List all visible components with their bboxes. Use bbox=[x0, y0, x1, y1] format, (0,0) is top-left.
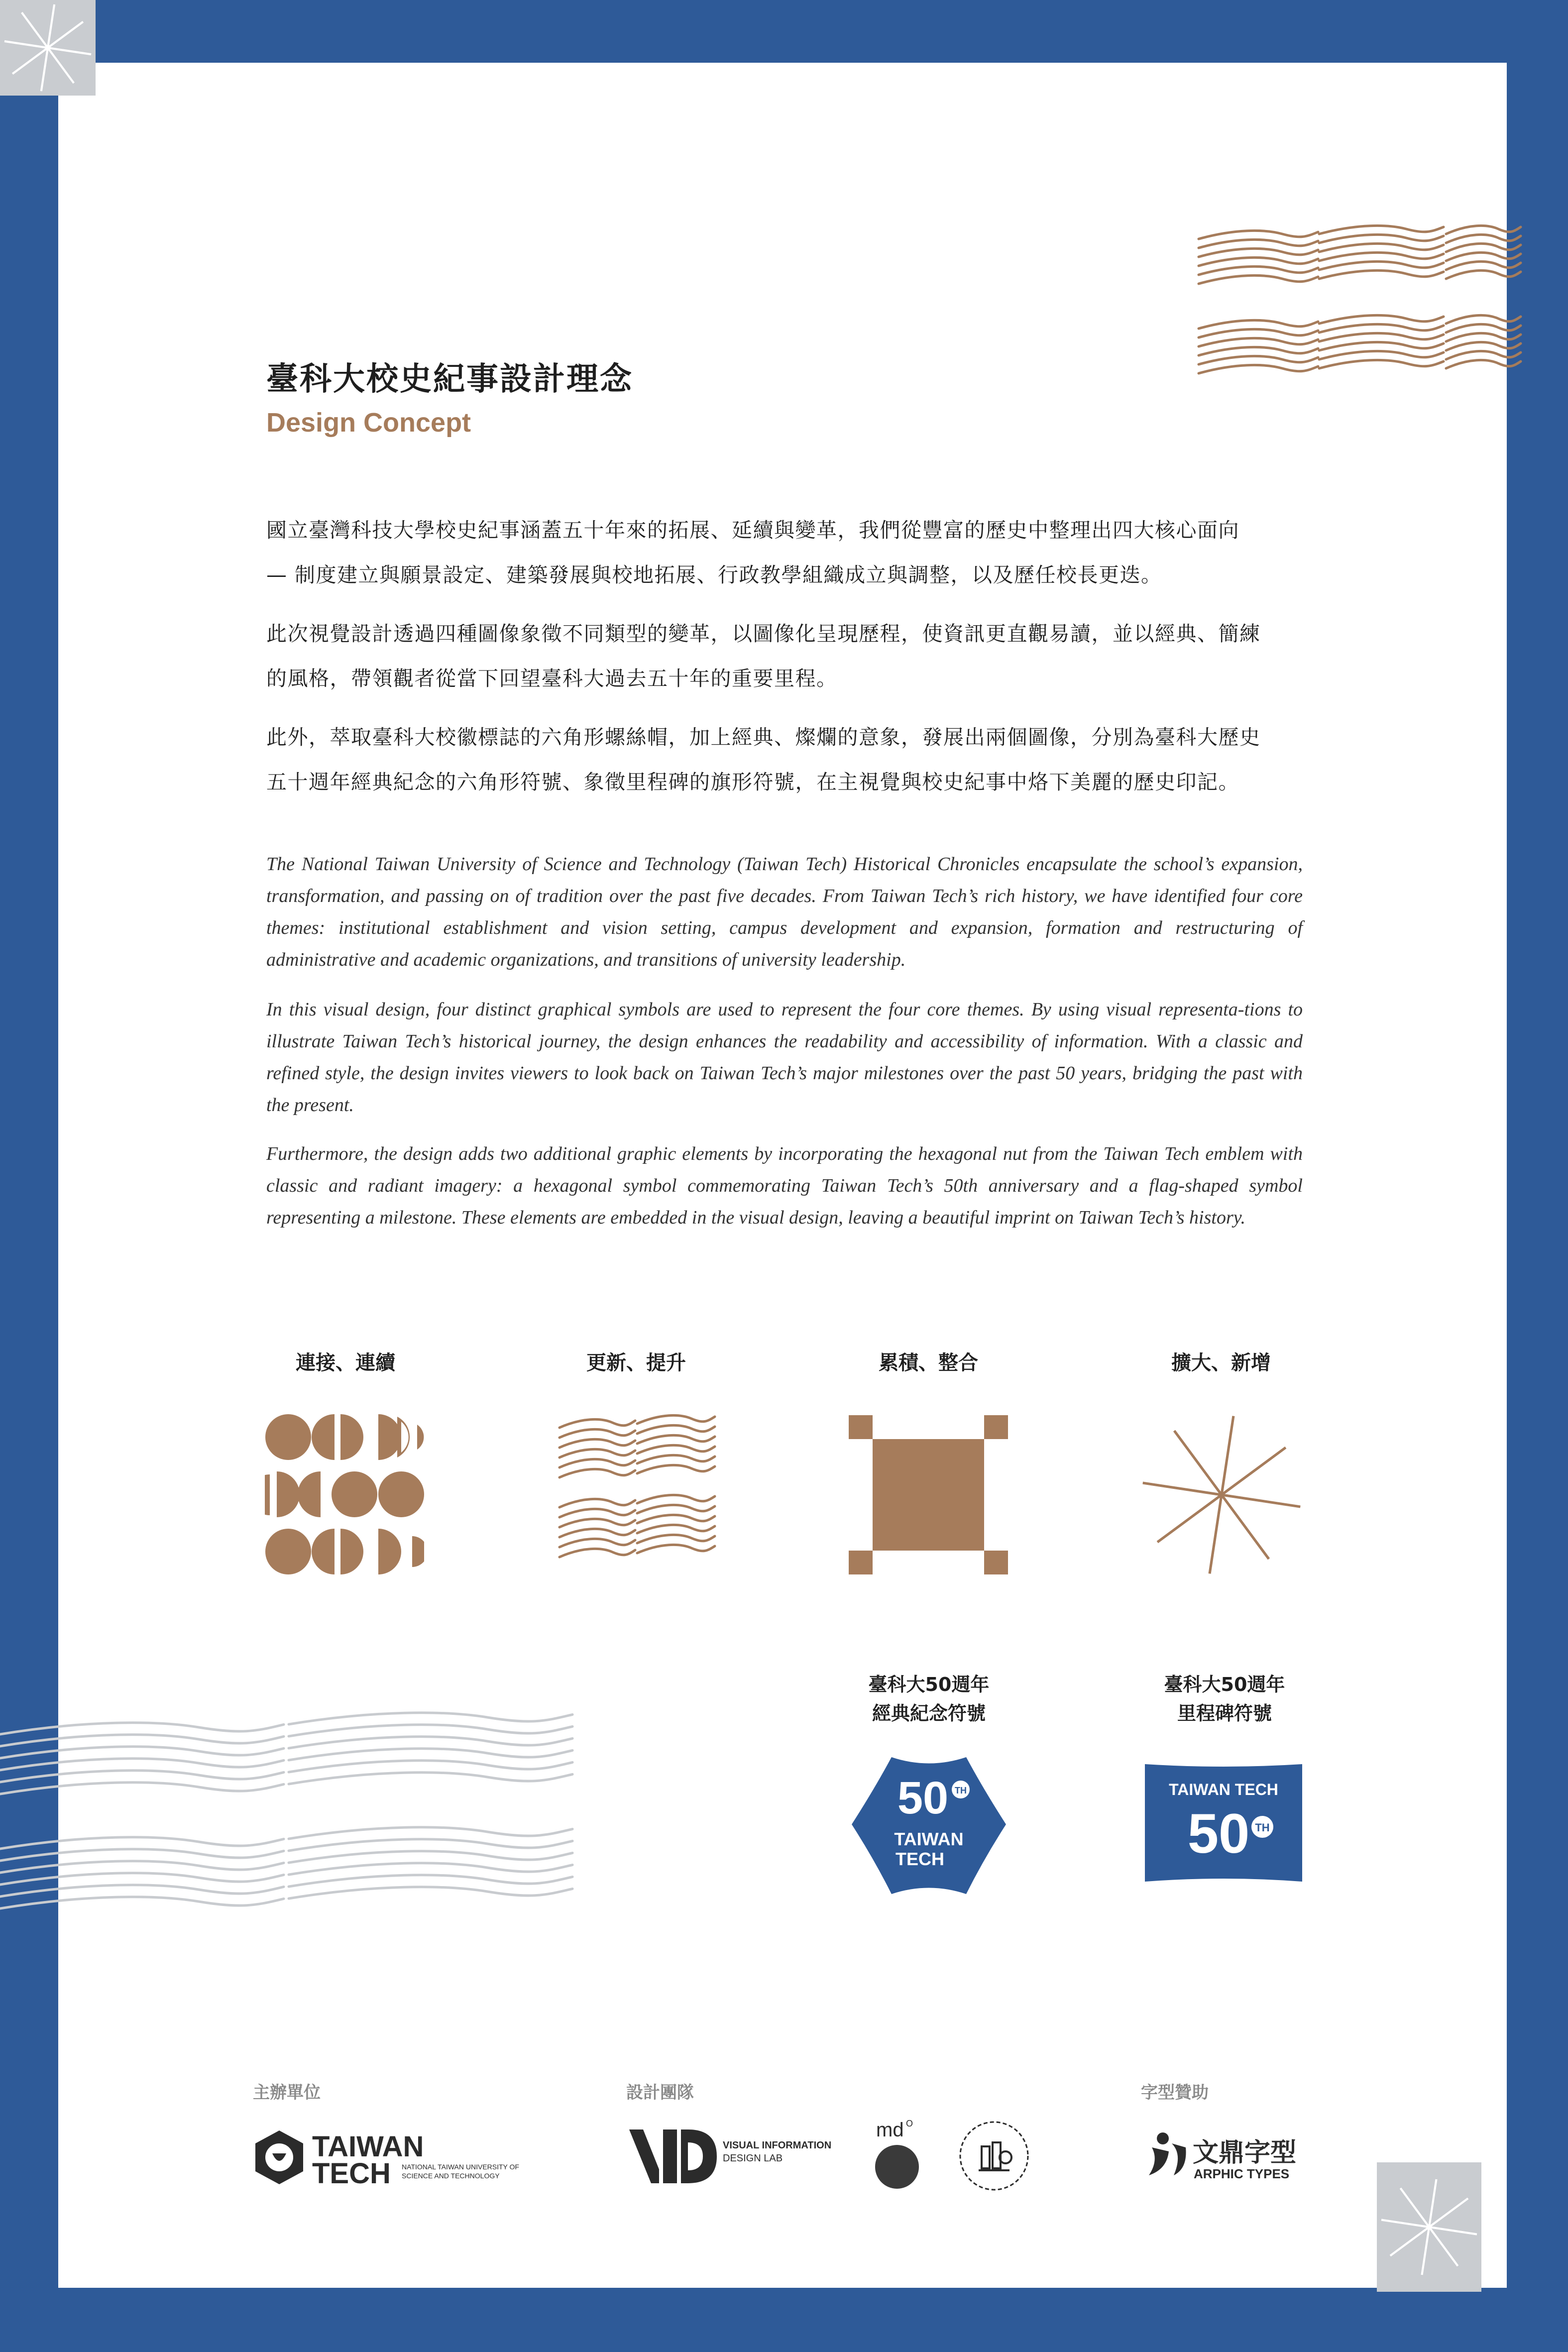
logo-text: DESIGN LAB bbox=[723, 2153, 783, 2164]
badge-text: TECH bbox=[896, 1849, 944, 1869]
intro-zh-line: 此外，萃取臺科大校徽標誌的六角形螺絲帽，加上經典、燦爛的意象，發展出兩個圖像，分別為臺科大歷史 bbox=[266, 725, 1261, 749]
starburst-icon bbox=[1377, 2162, 1481, 2292]
symbol-label-line: 臺科大50週年 bbox=[1164, 1674, 1285, 1695]
intro-en-paragraph: In this visual design, four distinct graphical symbols are used to represent the four core themes. By using visual representa-tions to illustrate Taiwan Tech’s historical journey, the design enhances the readability and accessibility of information. With a classic and refined style, the design invites viewers to look back on Taiwan Tech’s major milestones over the past 50 years, bridging the past with the present. bbox=[266, 999, 1303, 1116]
badge-number: 50 bbox=[897, 1773, 949, 1823]
theme-label-expand: 擴大、新增 bbox=[1171, 1351, 1271, 1374]
logo-text: md bbox=[876, 2119, 904, 2141]
corner-top-left bbox=[0, 0, 96, 96]
flag-50th-badge bbox=[1144, 1762, 1303, 1884]
symbol-label-line: 經典紀念符號 bbox=[872, 1702, 986, 1724]
arphic-types-logo bbox=[1143, 2126, 1312, 2185]
intro-zh-line: 五十週年經典紀念的六角形符號、象徵里程碑的旗形符號，在主視覺與校史紀事中烙下美麗的歷史印記。 bbox=[266, 770, 1239, 794]
intro-zh-paragraph bbox=[266, 715, 1303, 804]
intro-en-paragraph: The National Taiwan University of Science and Technology (Taiwan Tech) Historical Chronicles encapsulate the school’s expansion, transformation, and passing on of tradition over the past five decades. From Taiwan Tech’s rich history, we have identified four core themes: institutional establishment and vision setting, campus development and expansion, formation and restructuring of administrative and academic organizations, and transitions of university leadership. bbox=[266, 854, 1303, 970]
intro-zh-line: 的風格，帶領觀者從當下回望臺科大過去五十年的重要里程。 bbox=[266, 667, 838, 690]
intro-zh-line: — 制度建立與願景設定、建築發展與校地拓展、行政教學組織成立與調整，以及歷任校長更迭。 bbox=[266, 563, 1162, 587]
wave-decoration-top-right bbox=[1195, 219, 1523, 413]
page-title: 臺科大校史紀事設計理念 bbox=[266, 361, 633, 398]
theme-label-update: 更新、提升 bbox=[586, 1351, 686, 1374]
corner-bottom-right bbox=[1377, 2162, 1481, 2292]
logo-text: TECH bbox=[312, 2157, 391, 2188]
design-dept-seal-logo bbox=[957, 2119, 1031, 2193]
intro-zh-line: 此次視覺設計透過四種圖像象徵不同類型的變革，以圖像化呈現歷程，使資訊更直觀易讀，並以經典、簡練 bbox=[266, 622, 1261, 646]
logo-subtext: SCIENCE AND TECHNOLOGY bbox=[402, 2172, 500, 2180]
starburst-icon bbox=[1142, 1415, 1301, 1574]
symbol-label-flag bbox=[1120, 1670, 1329, 1728]
waves-icon bbox=[558, 1414, 717, 1575]
intro-zh-line: 國立臺灣科技大學校史紀事涵蓋五十年來的拓展、延續與變革，我們從豐富的歷史中整理出四大核心面向 bbox=[266, 518, 1239, 542]
square-corners-icon bbox=[849, 1415, 1008, 1574]
font-sponsor-label: 字型贊助 bbox=[1141, 2083, 1209, 2103]
logo-subtext: NATIONAL TAIWAN UNIVERSITY OF bbox=[402, 2163, 519, 2171]
logo-subtext: O bbox=[906, 2119, 913, 2128]
hexagon-50th-badge bbox=[849, 1755, 1008, 1897]
mdo-logo bbox=[871, 2116, 926, 2190]
theme-label-connect: 連接、連續 bbox=[296, 1351, 395, 1374]
page-subtitle: Design Concept bbox=[266, 408, 471, 438]
badge-sup: TH bbox=[955, 1786, 967, 1795]
symbol-label-line: 里程碑符號 bbox=[1177, 1702, 1272, 1724]
design-team-label: 設計團隊 bbox=[626, 2083, 694, 2103]
intro-en-paragraph: Furthermore, the design adds two additional graphic elements by incorporating the hexagonal nut from the Taiwan Tech emblem with classic and radiant imagery: a hexagonal symbol commemorating Taiwan Tech’s 50th anniversary and a flag-shaped symbol representing a milestone. These elements are embedded in the visual design, leaving a beautiful imprint on Taiwan Tech’s history. bbox=[266, 1143, 1303, 1228]
intro-zh-paragraph bbox=[266, 508, 1303, 597]
symbol-label-hexagon bbox=[824, 1670, 1033, 1728]
logo-text: TAIWAN bbox=[312, 2130, 424, 2163]
wave-decoration-left bbox=[0, 1707, 577, 1941]
intro-zh-paragraph bbox=[266, 611, 1303, 701]
badge-number: 50 bbox=[1187, 1802, 1250, 1865]
logo-text: VISUAL INFORMATION bbox=[723, 2140, 832, 2151]
semicircles-icon bbox=[265, 1414, 424, 1575]
badge-sup: TH bbox=[1255, 1821, 1270, 1834]
symbol-label-line: 臺科大50週年 bbox=[868, 1674, 990, 1695]
logo-subtext: ARPHIC TYPES bbox=[1194, 2166, 1290, 2181]
vid-lab-logo bbox=[628, 2126, 847, 2185]
starburst-icon bbox=[0, 0, 96, 96]
logo-text: 文鼎字型 bbox=[1193, 2138, 1297, 2168]
organizer-label: 主辦單位 bbox=[253, 2083, 321, 2103]
badge-text: TAIWAN TECH bbox=[1169, 1781, 1278, 1798]
taiwan-tech-logo bbox=[251, 2128, 520, 2188]
theme-label-accumulate: 累積、整合 bbox=[879, 1351, 978, 1374]
badge-text: TAIWAN bbox=[894, 1829, 964, 1849]
